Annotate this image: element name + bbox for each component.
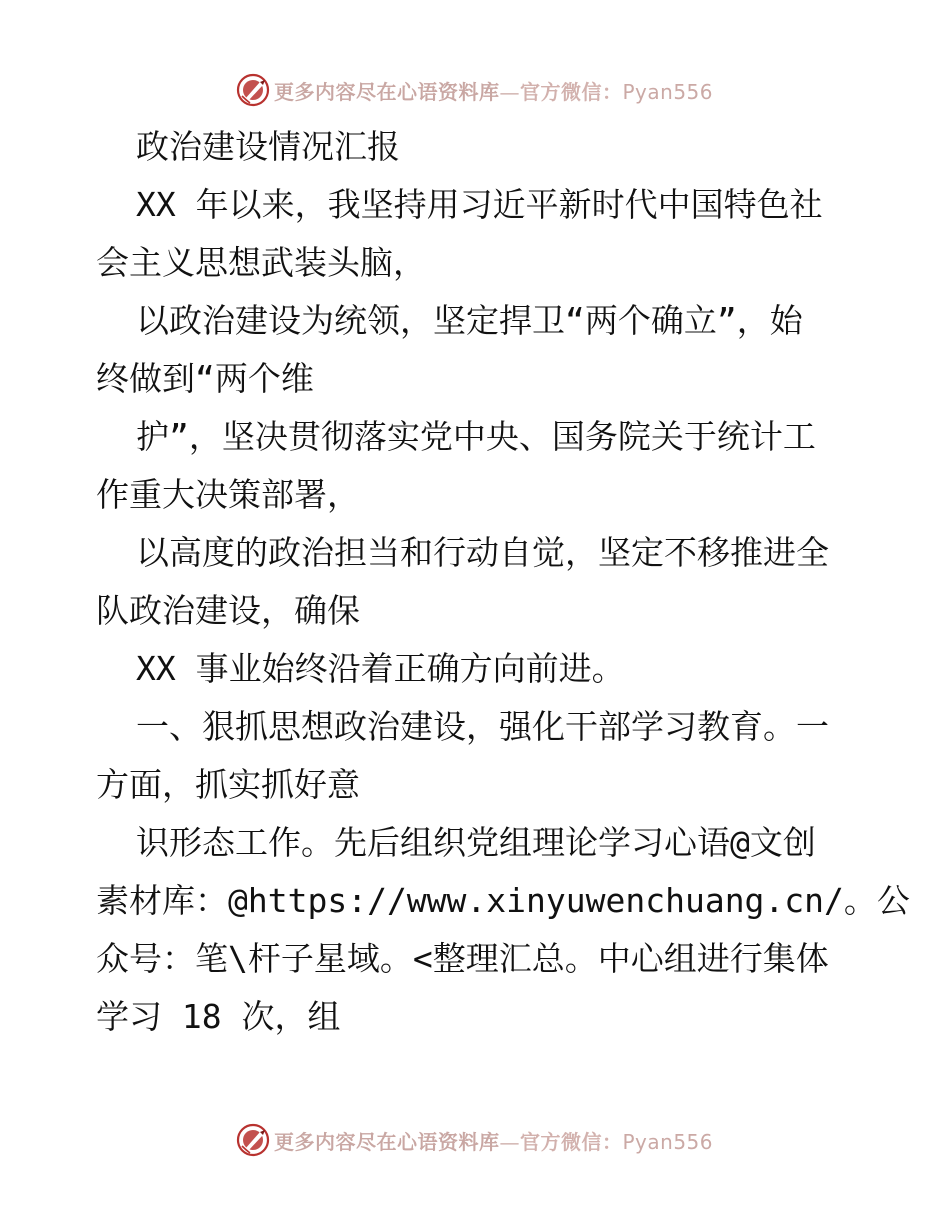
header-watermark-text bbox=[274, 76, 713, 105]
footer-brand-text: 更多内容尽在心语资料库 bbox=[274, 1129, 500, 1154]
paragraph-line: XX 年以来，我坚持用习近平新时代中国特色社 bbox=[136, 185, 823, 224]
paragraph-line: 队政治建设，确保 bbox=[96, 591, 360, 630]
footer-watermark bbox=[236, 1122, 716, 1158]
footer-wechat-id: Pyan556 bbox=[622, 1129, 714, 1154]
pen-logo-icon bbox=[236, 1123, 270, 1157]
paragraph-line: XX 事业始终沿着正确方向前进。 bbox=[136, 649, 625, 688]
paragraph-line: 以政治建设为统领，坚定捍卫“两个确立”，始 bbox=[136, 301, 803, 340]
footer-separator: — bbox=[499, 1129, 520, 1154]
paragraph-line: 方面，抓实抓好意 bbox=[96, 765, 360, 804]
paragraph-line: 学习 18 次，组 bbox=[96, 997, 341, 1036]
paragraph-line: 识形态工作。先后组织党组理论学习心语@文创 bbox=[136, 823, 816, 862]
header-brand-text: 更多内容尽在心语资料库 bbox=[274, 79, 500, 104]
document-body bbox=[96, 118, 910, 1046]
footer-watermark-text bbox=[274, 1126, 713, 1155]
paragraph-line: 素材库：@https://www.xinyuwenchuang.cn/。公 bbox=[96, 881, 910, 920]
section-heading-line: 一、狠抓思想政治建设，强化干部学习教育。一 bbox=[136, 707, 829, 746]
paragraph-line: 护”，坚决贯彻落实党中央、国务院关于统计工 bbox=[136, 417, 816, 456]
footer-wechat-label: 官方微信： bbox=[520, 1129, 623, 1154]
paragraph-line: 作重大决策部署， bbox=[96, 475, 360, 514]
header-separator: — bbox=[499, 79, 520, 104]
header-wechat-label: 官方微信： bbox=[520, 79, 623, 104]
paragraph-line: 众号：笔\杆子星域。<整理汇总。中心组进行集体 bbox=[96, 939, 829, 978]
pen-logo-icon bbox=[236, 73, 270, 107]
paragraph-line: 终做到“两个维 bbox=[96, 359, 314, 398]
header-wechat-id: Pyan556 bbox=[622, 79, 714, 104]
document-title: 政治建设情况汇报 bbox=[136, 127, 400, 166]
paragraph-line: 以高度的政治担当和行动自觉，坚定不移推进全 bbox=[136, 533, 829, 572]
paragraph-line: 会主义思想武装头脑， bbox=[96, 243, 426, 282]
header-watermark bbox=[236, 72, 716, 108]
